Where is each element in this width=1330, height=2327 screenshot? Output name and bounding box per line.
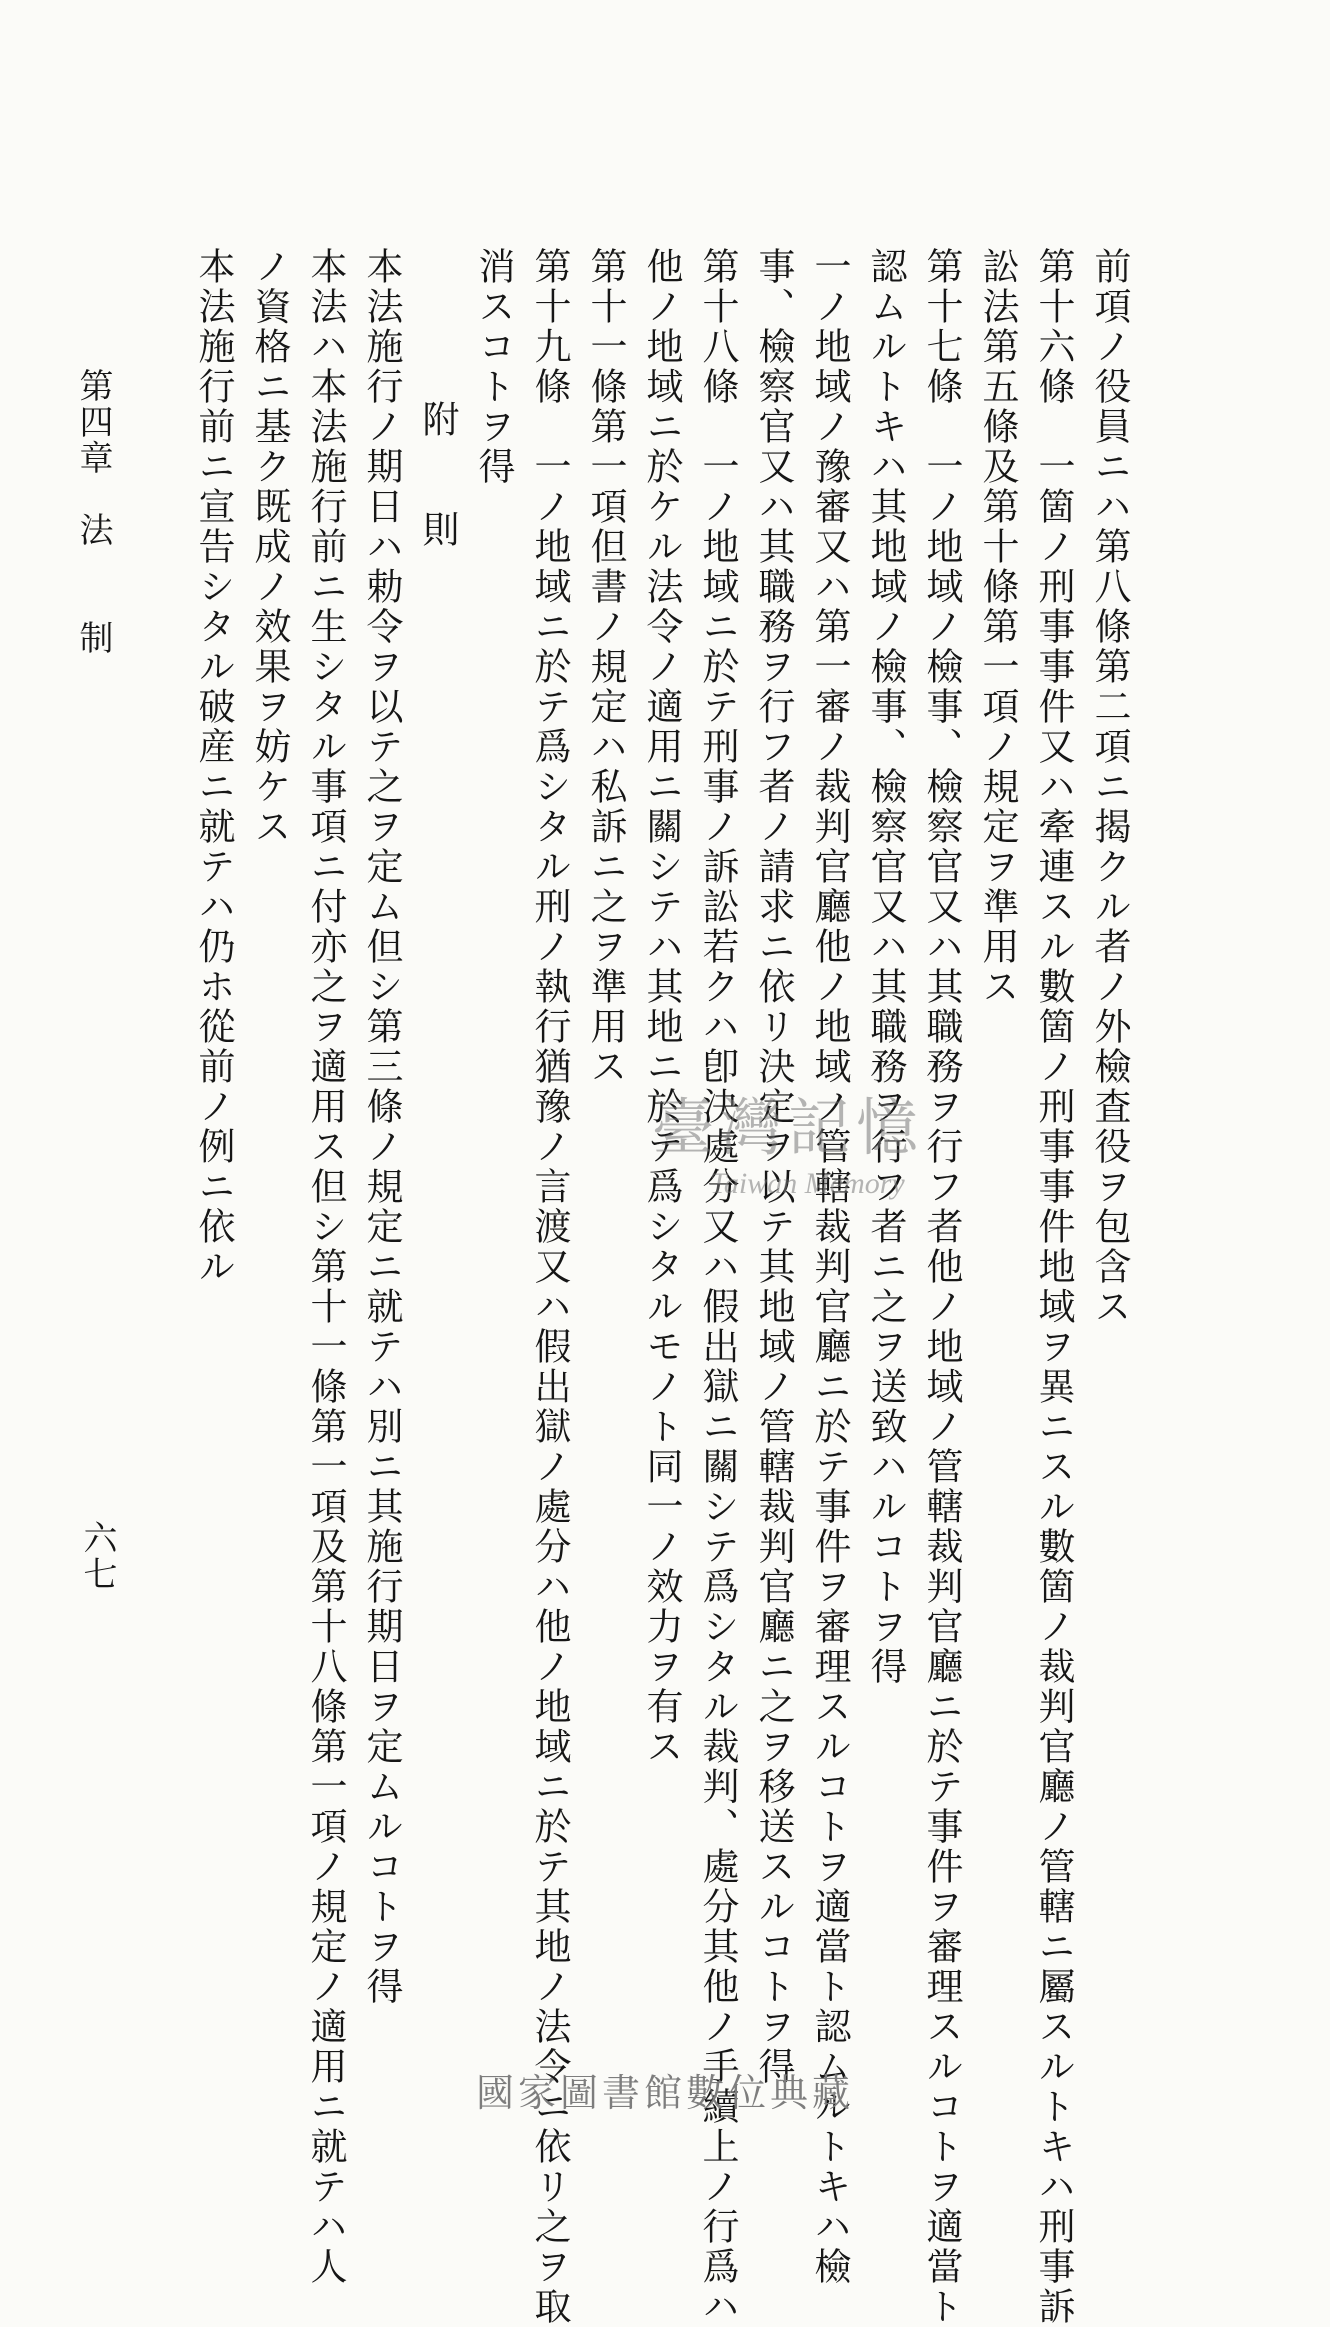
text-column: 前項ノ役員ニハ第八條第二項ニ揭クル者ノ外檢査役ヲ包含ス xyxy=(1088,247,1131,1327)
text-column: 本法施行前ニ宣告シタル破産ニ就テハ仍ホ從前ノ例ニ依ル xyxy=(192,247,235,1287)
text-column: 事、檢察官又ハ其職務ヲ行フ者ノ請求ニ依リ決定ヲ以テ其地域ノ管轄裁判官廳ニ之ヲ移送スルコトヲ得 xyxy=(752,247,795,2087)
text-column: 第十九條 一ノ地域ニ於テ爲シタル刑ノ執行猶豫ノ言渡又ハ假出獄ノ處分ハ他ノ地域ニ於テ其地ノ法令ニ依リ之ヲ取 xyxy=(528,247,571,2327)
text-column: 第十一條第一項但書ノ規定ハ私訴ニ之ヲ準用ス xyxy=(584,247,627,1087)
text-column: 訟法第五條及第十條第一項ノ規定ヲ準用ス xyxy=(976,247,1019,1007)
text-column: ノ資格ニ基ク既成ノ效果ヲ妨ケス xyxy=(248,247,291,847)
text-column: 一ノ地域ノ豫審又ハ第一審ノ裁判官廳他ノ地域ノ管轄裁判官廳ニ於テ事件ヲ審理スルコトヲ適當ト認ムルトキハ檢 xyxy=(808,247,851,2287)
text-column: 本法施行ノ期日ハ勅令ヲ以テ之ヲ定ム但シ第三條ノ規定ニ就テハ別ニ其施行期日ヲ定ムルコトヲ得 xyxy=(360,247,403,2007)
watermark xyxy=(652,1078,924,1201)
text-column: 他ノ地域ニ於ケル法令ノ適用ニ關シテハ其地ニ於テ爲シタルモノト同一ノ效力ヲ有ス xyxy=(640,247,683,1767)
text-column: 第十七條 一ノ地域ノ檢事、檢察官又ハ其職務ヲ行フ者他ノ地域ノ管轄裁判官廳ニ於テ事件ヲ審理スルコトヲ適當ト xyxy=(920,247,963,2327)
watermark-en: Taiwan Memory xyxy=(710,1167,905,1200)
appendix-heading: 附 則 xyxy=(416,400,459,565)
text-column: 認ムルトキハ其地域ノ檢事、檢察官又ハ其職務ヲ行フ者ニ之ヲ送致ハルコトヲ得 xyxy=(864,247,907,1687)
chapter-running-head: 第四章 法 制 xyxy=(73,368,113,656)
text-column: 本法ハ本法施行前ニ生シタル事項ニ付亦之ヲ適用ス但シ第十一條第一項及第十八條第一項ノ規定ノ適用ニ就テハ人 xyxy=(304,247,347,2287)
archive-footer: 國家圖書館數位典藏 xyxy=(475,2071,854,2115)
text-column: 第十八條 一ノ地域ニ於テ刑事ノ訴訟若クハ卽決處分又ハ假出獄ニ關シテ爲シタル裁判、處分其他ノ手續上ノ行爲ハ xyxy=(696,247,739,2327)
watermark-cn: 臺灣記憶 xyxy=(652,1091,925,1164)
page-number: 六七 xyxy=(77,1520,117,1592)
text-column: 消スコトヲ得 xyxy=(472,247,515,487)
text-column: 第十六條 一箇ノ刑事事件又ハ牽連スル數箇ノ刑事事件地域ヲ異ニスル數箇ノ裁判官廳ノ管轄ニ屬スルトキハ刑事訴 xyxy=(1032,247,1075,2327)
